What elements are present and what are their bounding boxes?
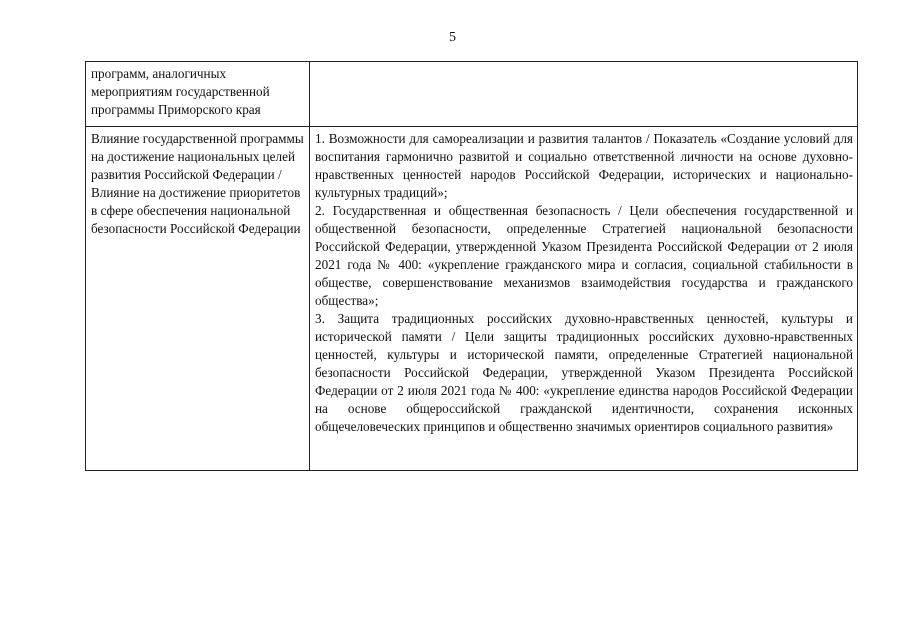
row-value-cell (310, 62, 858, 127)
table-row (86, 127, 858, 471)
row-label-cell: Влияние государственной программы на достижение национальных целей развития Российской Федерации / Влияние на достижение приоритетов в сфере обеспечения национальной безопасности Российской Федерации (86, 127, 310, 471)
paragraph-item: 1. Возможности для самореализации и развития талантов / Показатель «Создание условий для воспитания гармонично развитой и социально ответственной личности на основе духовно-нравственных ценностей народов Российской Федерации, исторических и национально-культурных традиций»; (315, 131, 853, 200)
row-value-cell (310, 127, 858, 471)
passport-table (85, 61, 858, 471)
paragraph-item: 3. Защита традиционных российских духовно-нравственных ценностей, культуры и исторической памяти / Цели защиты традиционных российских духовно-нравственных ценностей, культуры и исторической памяти, определенные Стратегией национальной безопасности Российской Федерации, утвержденной Указом Президента Российской Федерации от 2 июля 2021 года № 400: «укрепление единства народов Российской Федерации на основе общероссийской гражданской идентичности, сохранения исконных общечеловеческих принципов и общественно значимых ориентиров социального развития» (315, 311, 853, 434)
row-label-cell: программ, аналогичных мероприятиям государственной программы Приморского края (86, 62, 310, 127)
table-row (86, 62, 858, 127)
paragraph-item: 2. Государственная и общественная безопасность / Цели обеспечения государственной и общественной безопасности, определенные Стратегией национальной безопасности Российской Федерации, утвержденной Указом Президента Российской Федерации от 2 июля 2021 года № 400: «укрепление гражданского мира и согласия, социальной стабильности в обществе, совершенствование механизмов взаимодействия государства и гражданского общества»; (315, 203, 853, 308)
page-number: 5 (449, 30, 456, 45)
